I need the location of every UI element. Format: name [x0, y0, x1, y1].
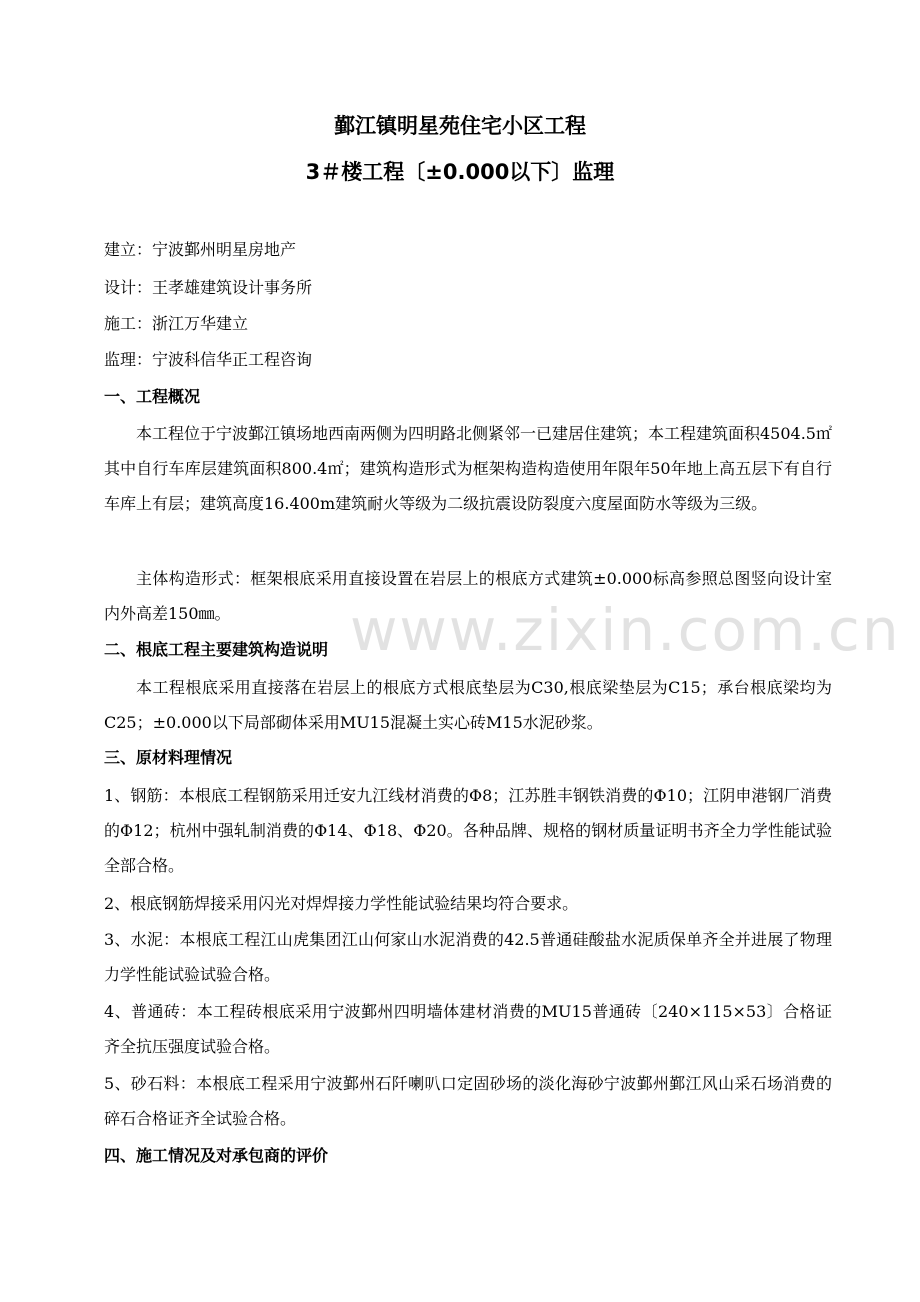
info-supervisor: 监理：宁波科信华正工程咨询: [104, 350, 313, 369]
document-title: 鄞江镇明星苑住宅小区工程: [334, 114, 586, 138]
watermark-text: www.zixin.com.cn: [350, 596, 901, 664]
section-3-item-5: 5、砂石料：本根底工程采用宁波鄞州石阡喇叭口定固砂场的淡化海砂宁波鄞州鄞江风山采石场消费的碎石合格证齐全试验合格。: [104, 1074, 832, 1128]
section-heading-2: 二、根底工程主要建筑构造说明: [104, 640, 329, 659]
info-contractor: 施工：浙江万华建立: [104, 314, 249, 333]
section-3-item-2: 2、根底钢筋焊接采用闪光对焊焊接力学性能试验结果均符合要求。: [104, 894, 579, 913]
section-heading-3: 三、原材料理情况: [104, 748, 233, 767]
document-subtitle: 3＃楼工程〔±0.000以下〕监理: [305, 160, 615, 184]
section-heading-4: 四、施工情况及对承包商的评价: [104, 1146, 329, 1165]
section-2-paragraph-1: 本工程根底采用直接落在岩层上的根底方式根底垫层为C30,根底梁垫层为C15；承台根底梁均为C25；±0.000以下局部砌体采用MU15混凝土实心砖M15水泥砂浆。: [104, 678, 832, 732]
section-heading-1: 一、工程概况: [104, 387, 201, 406]
section-3-item-1: 1、钢筋：本根底工程钢筋采用迁安九江线材消费的Φ8；江苏胜丰钢铁消费的Φ10；江阴申港钢厂消费的Φ12；杭州中强轧制消费的Φ14、Φ18、Φ20。各种品牌、规格的钢材质量证明书齐全力学性能试验全部合格。: [104, 786, 832, 875]
info-designer: 设计：王孝雄建筑设计事务所: [104, 278, 313, 297]
info-builder: 建立：宁波鄞州明星房地产: [104, 240, 297, 259]
section-3-item-3: 3、水泥：本根底工程江山虎集团江山何家山水泥消费的42.5普通硅酸盐水泥质保单齐全并进展了物理力学性能试验试验合格。: [104, 930, 832, 984]
section-1-paragraph-1: 本工程位于宁波鄞江镇场地西南两侧为四明路北侧紧邻一已建居住建筑；本工程建筑面积4504.5㎡其中自行车库层建筑面积800.4㎡；建筑构造形式为框架构造构造使用年限年50年地上高五层下有自行车库上有层；建筑高度16.400m建筑耐火等级为二级抗震设防裂度六度屋面防水等级为三级。: [104, 424, 832, 513]
section-3-item-4: 4、普通砖：本工程砖根底采用宁波鄞州四明墙体建材消费的MU15普通砖〔240×115×53〕合格证齐全抗压强度试验合格。: [104, 1002, 832, 1056]
section-1-paragraph-2: 主体构造形式：框架根底采用直接设置在岩层上的根底方式建筑±0.000标高参照总图竖向设计室内外高差150㎜。: [104, 569, 832, 623]
